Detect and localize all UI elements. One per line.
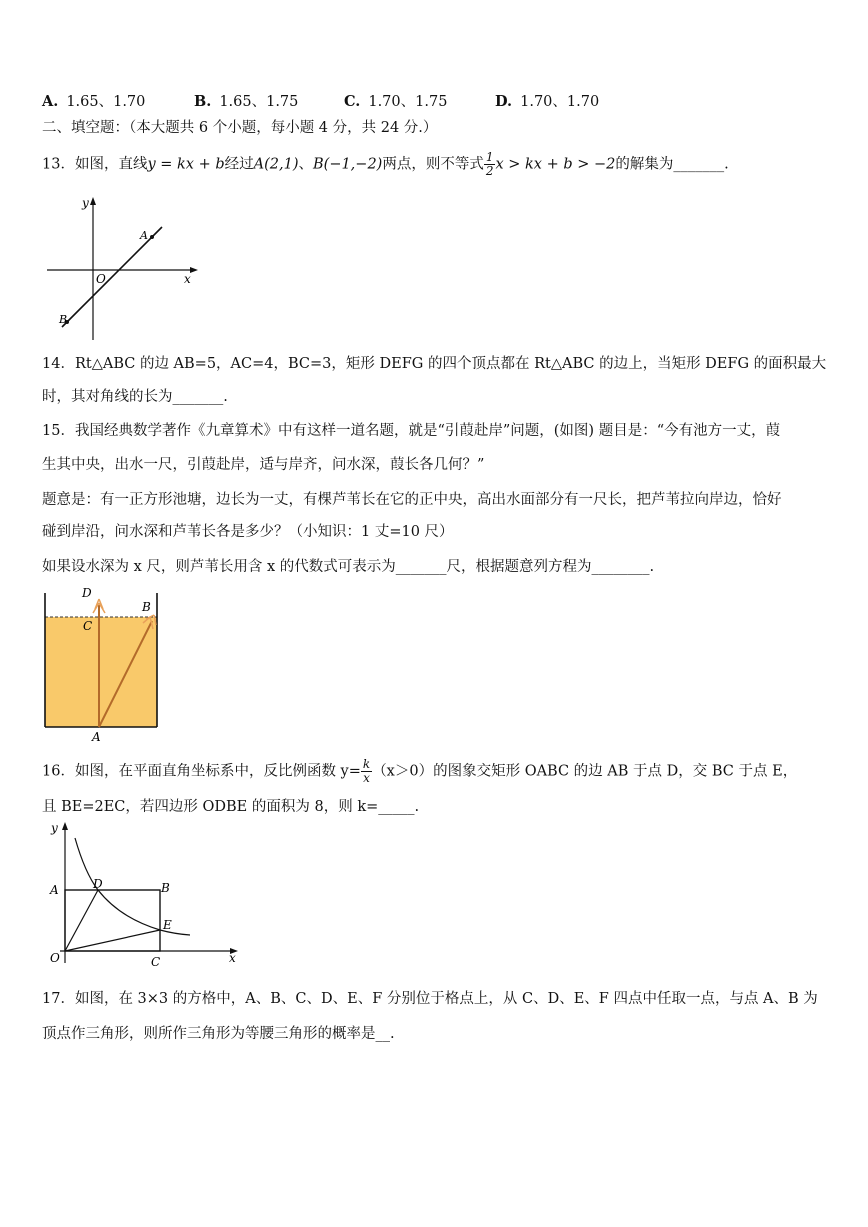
q17-line1: 17．如图，在 3×3 的方格中，A、B、C、D、E、F 分别位于格点上，从 C、D、E、F 四点中任取一点，与点 A、B 为 xyxy=(42,991,818,1007)
q16-line2: 且 BE=2EC，若四边形 ODBE 的面积为 8，则 k=_____. xyxy=(42,799,420,815)
y-axis-label: y xyxy=(51,821,58,835)
q15-line4: 碰到岸沿，问水深和芦苇长各是多少？（小知识：1 丈=10 尺） xyxy=(42,524,454,540)
point-d-label: D xyxy=(93,877,103,891)
q13-figure xyxy=(42,195,202,345)
point-a-label: A xyxy=(140,229,148,242)
choice-a: A. 1.65、1.70 xyxy=(42,93,146,110)
point-b-label: B xyxy=(142,600,151,614)
q15-line1: 15．我国经典数学著作《九章算术》中有这样一道名题，就是“引葭赴岸”问题，(如图) 题目是：“今有池方一丈，葭 xyxy=(42,423,781,439)
water-fill xyxy=(45,617,157,727)
point-b-label: B xyxy=(59,313,68,326)
q17-line2: 顶点作三角形，则所作三角形为等腰三角形的概率是__. xyxy=(42,1026,395,1042)
choice-b: B. 1.65、1.75 xyxy=(194,93,299,110)
section-header: 二、填空题：（本大题共 6 个小题，每小题 4 分，共 24 分.） xyxy=(42,120,438,136)
q16-line1: 16．如图，在平面直角坐标系中，反比例函数 y= $\frac{k}{x}$ （x＞0）的图象交矩形 OABC 的边 AB 于点 D，交 BC 于点 E， xyxy=(42,757,798,785)
q13-text: 13．如图，直线y = kx + b经过A(2,1)、B(−1,−2)两点，则不等式 $\frac{1}{2}$ x > kx + b > −2的解集为_______. xyxy=(42,150,729,178)
point-c-label: C xyxy=(151,955,161,968)
point-b-label: B xyxy=(161,881,170,895)
y-axis-label: y xyxy=(82,196,89,210)
point-a-label: A xyxy=(50,883,59,897)
point-d-label: D xyxy=(82,586,92,600)
q14-line2: 时，其对角线的长为_______. xyxy=(42,389,228,405)
origin-label: O xyxy=(50,951,60,965)
choice-c: C. 1.70、1.75 xyxy=(344,93,448,110)
q16-figure xyxy=(40,818,245,968)
q15-line5: 如果设水深为 x 尺，则芦苇长用含 x 的代数式可表示为_______尺，根据题意列方程为________. xyxy=(42,559,655,575)
origin-label: O xyxy=(96,272,106,286)
point-e-label: E xyxy=(163,918,172,932)
q13-fraction: $\frac{1}{2}$ xyxy=(485,150,494,178)
q15-pond-figure xyxy=(40,585,175,745)
point-c-label: C xyxy=(83,619,93,633)
x-axis-label: x xyxy=(229,951,236,965)
q16-fraction: $\frac{k}{x}$ xyxy=(362,757,371,785)
q15-line2: 生其中央，出水一尺，引葭赴岸，适与岸齐，问水深，葭长各几何？” xyxy=(42,457,485,473)
q15-line3: 题意是：有一正方形池塘，边长为一丈，有棵芦苇长在它的正中央，高出水面部分有一尺长，把芦苇拉向岸边，恰好 xyxy=(42,492,782,508)
x-axis-label: x xyxy=(184,272,191,286)
q14-line1: 14．Rt△ABC 的边 AB=5，AC=4，BC=3，矩形 DEFG 的四个顶点都在 Rt△ABC 的边上，当矩形 DEFG 的面积最大 xyxy=(42,356,827,372)
choice-d: D. 1.70、1.70 xyxy=(495,93,600,110)
point-a-label: A xyxy=(92,730,101,744)
